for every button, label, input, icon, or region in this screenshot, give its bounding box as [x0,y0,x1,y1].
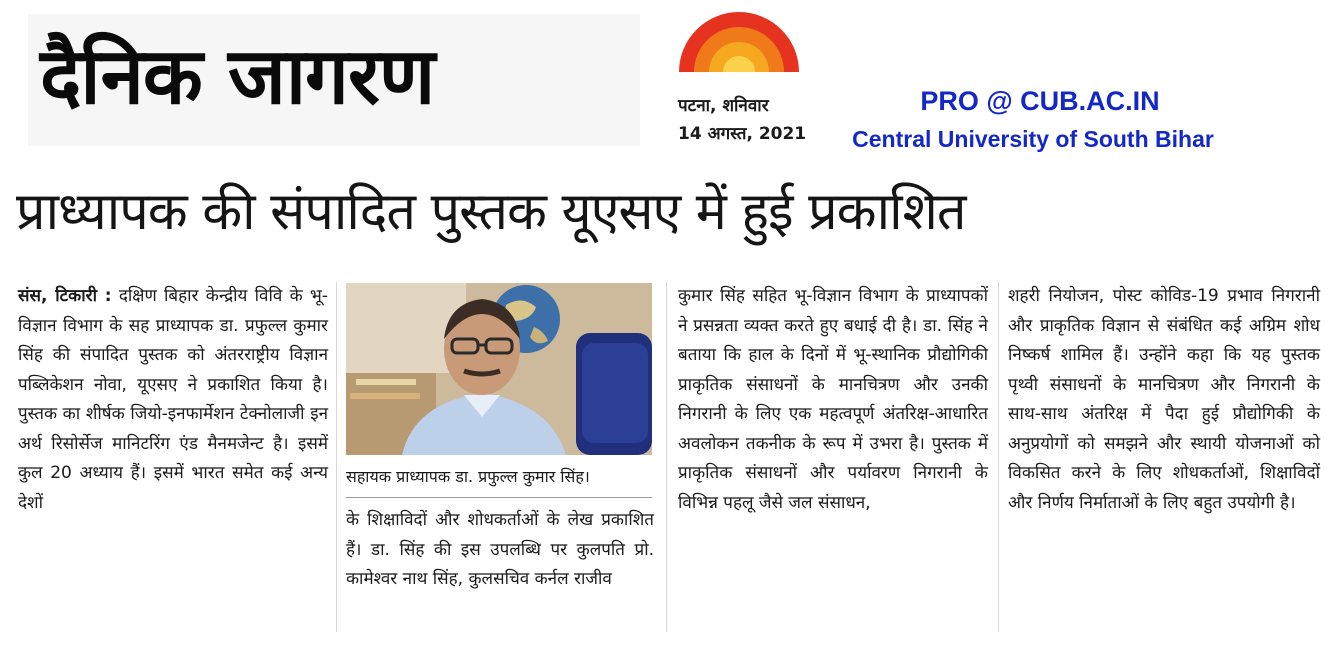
article-column-4 [1008,282,1320,518]
article-column-1 [18,282,328,518]
university-name-label: Central University of South Bihar [852,126,1214,152]
column-divider [998,282,999,632]
article-column-3-text: कुमार सिंह सहित भू-विज्ञान विभाग के प्राध्यापकों ने प्रसन्नता व्यक्त करते हुए बधाई दी है। डा. सिंह ने बताया कि हाल के दिनों में भू-स्थानिक प्रौद्योगिकी प्राकृतिक संसाधनों के मानचित्रण और उनकी निगरानी के लिए एक महत्वपूर्ण अंतरिक्ष-आधारित अवलोकन तकनीक के रूप में उभरा है। पुस्तक में प्राकृतिक संसाधनों और पर्यावरण निगरानी के विभिन्न पहलू जैसे जल संसाधन, [678,286,988,513]
issue-date: 14 अगस्त, 2021 [678,124,807,144]
article-dateline: संस, टिकारी : [18,286,112,306]
article-column-2 [346,506,654,595]
newspaper-masthead-title: दैनिक जागरण [40,32,435,122]
professor-photo [346,283,652,455]
issue-dateline [678,92,818,148]
column-divider [666,282,667,632]
sunrise-logo-icon [676,8,802,74]
article-column-1-text: दक्षिण बिहार केन्द्रीय विवि के भू-विज्ञान विभाग के सह प्राध्यापक डा. प्रफुल्ल कुमार सिंह की संपादित पुस्तक को अंतरराष्ट्रीय विज्ञान पब्लिकेशन नोवा, यूएसए ने प्रकाशित किया है। पुस्तक का शीर्षक जियो-इनफार्मेशन टेक्नोलाजी इन अर्थ रिसोर्सेज मानिटरिंग एंड मैनमजेन्ट है। इसमें कुल 20 अध्याय हैं। इसमें भारत समेत कई अन्य देशों [18,286,328,513]
pro-email-label: PRO @ CUB.AC.IN [920,86,1160,116]
article-headline: प्राध्यापक की संपादित पुस्तक यूएसए में हुई प्रकाशित [16,182,966,242]
article-column-2-text: के शिक्षाविदों और शोधकर्ताओं के लेख प्रकाशित हैं। डा. सिंह की इस उपलब्धि पर कुलपति प्रो. कामेश्वर नाथ सिंह, कुलसचिव कर्नल राजीव [346,510,654,589]
issue-city-day: पटना, शनिवार [678,96,769,116]
caption-divider [346,497,652,498]
photo-caption: सहायक प्राध्यापक डा. प्रफुल्ल कुमार सिंह। [346,467,590,486]
column-divider [336,282,337,632]
article-column-3 [678,282,988,518]
article-column-4-text: शहरी नियोजन, पोस्ट कोविड-19 प्रभाव निगरानी और प्राकृतिक विज्ञान से संबंधित कई अग्रिम शोध निष्कर्ष शामिल हैं। उन्होंने कहा कि यह पुस्तक पृथ्वी संसाधनों के मानचित्रण और निगरानी के साथ-साथ अंतरिक्ष में पैदा हुई प्रौद्योगिकी के अनुप्रयोगों को समझने और स्थायी योजनाओं को विकसित करने के लिए शोधकर्ताओं, शिक्षाविदों और निर्णय निर्माताओं के लिए बहुत उपयोगी है। [1008,286,1320,513]
